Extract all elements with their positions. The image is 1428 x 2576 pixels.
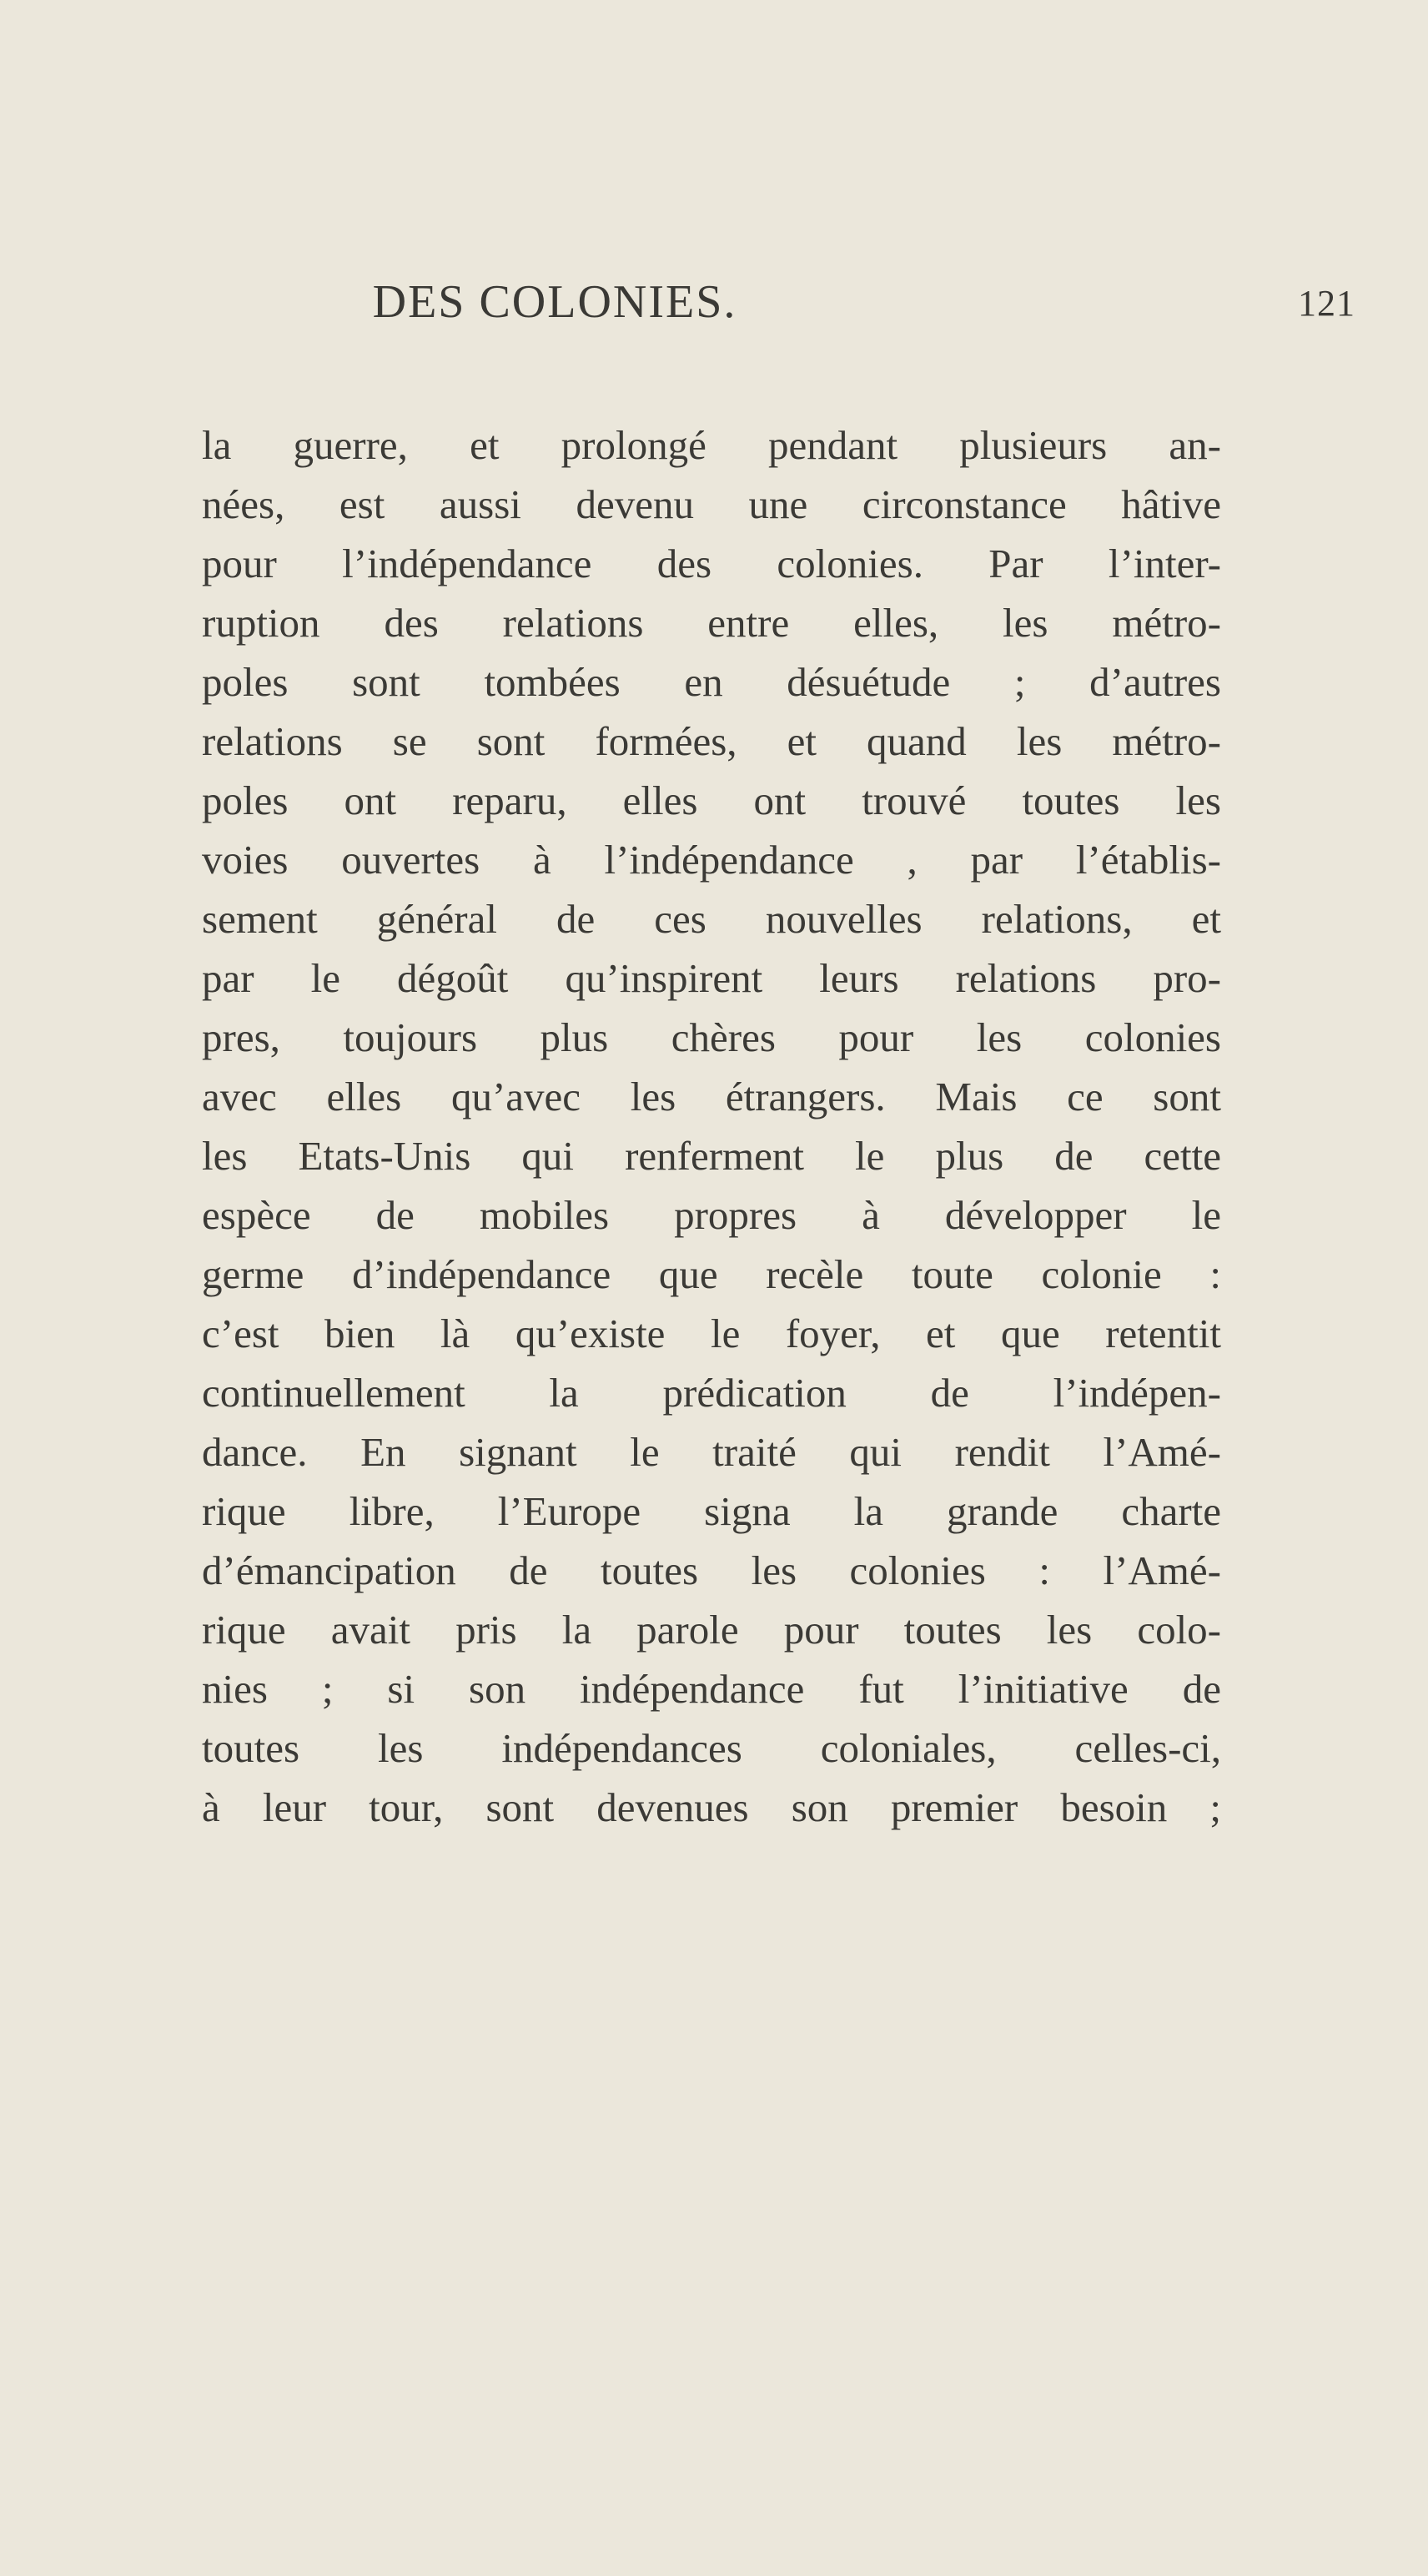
text-line: rique libre, l’Europe signa la grande charte bbox=[202, 1488, 1221, 1534]
text-line: dance. En signant le traité qui rendit l’Amé- bbox=[202, 1429, 1221, 1475]
text-line: nies ; si son indépendance fut l’initiative de bbox=[202, 1666, 1221, 1712]
text-line: avec elles qu’avec les étrangers. Mais ce sont bbox=[202, 1074, 1221, 1119]
running-title: DES COLONIES. bbox=[372, 276, 737, 328]
text-line: à leur tour, sont devenues son premier besoin ; bbox=[202, 1784, 1221, 1830]
text-line: rique avait pris la parole pour toutes les colo- bbox=[202, 1607, 1221, 1653]
body-text bbox=[202, 415, 1221, 1837]
text-line: par le dégoût qu’inspirent leurs relations pro- bbox=[202, 955, 1221, 1001]
text-line: relations se sont formées, et quand les métro- bbox=[202, 718, 1221, 764]
text-line: poles ont reparu, elles ont trouvé toutes les bbox=[202, 777, 1221, 823]
page-number: 121 bbox=[1298, 283, 1355, 324]
text-line: c’est bien là qu’existe le foyer, et que retentit bbox=[202, 1311, 1221, 1356]
text-line: espèce de mobiles propres à développer le bbox=[202, 1192, 1221, 1238]
text-line: voies ouvertes à l’indépendance , par l’établis- bbox=[202, 837, 1221, 883]
text-line: d’émancipation de toutes les colonies : l’Amé- bbox=[202, 1547, 1221, 1593]
text-line: sement général de ces nouvelles relations, et bbox=[202, 896, 1221, 942]
text-line: la guerre, et prolongé pendant plusieurs an- bbox=[202, 422, 1221, 468]
text-line: poles sont tombées en désuétude ; d’autres bbox=[202, 659, 1221, 705]
text-line: pour l’indépendance des colonies. Par l’inter- bbox=[202, 541, 1221, 586]
text-line: les Etats-Unis qui renferment le plus de cette bbox=[202, 1133, 1221, 1179]
text-line: ruption des relations entre elles, les métro- bbox=[202, 600, 1221, 646]
text-line: nées, est aussi devenu une circonstance hâtive bbox=[202, 481, 1221, 527]
text-line: germe d’indépendance que recèle toute colonie : bbox=[202, 1251, 1221, 1297]
text-line: toutes les indépendances coloniales, celles-ci, bbox=[202, 1725, 1221, 1771]
text-line: pres, toujours plus chères pour les colonies bbox=[202, 1014, 1221, 1060]
text-line: continuellement la prédication de l’indépen- bbox=[202, 1370, 1221, 1416]
